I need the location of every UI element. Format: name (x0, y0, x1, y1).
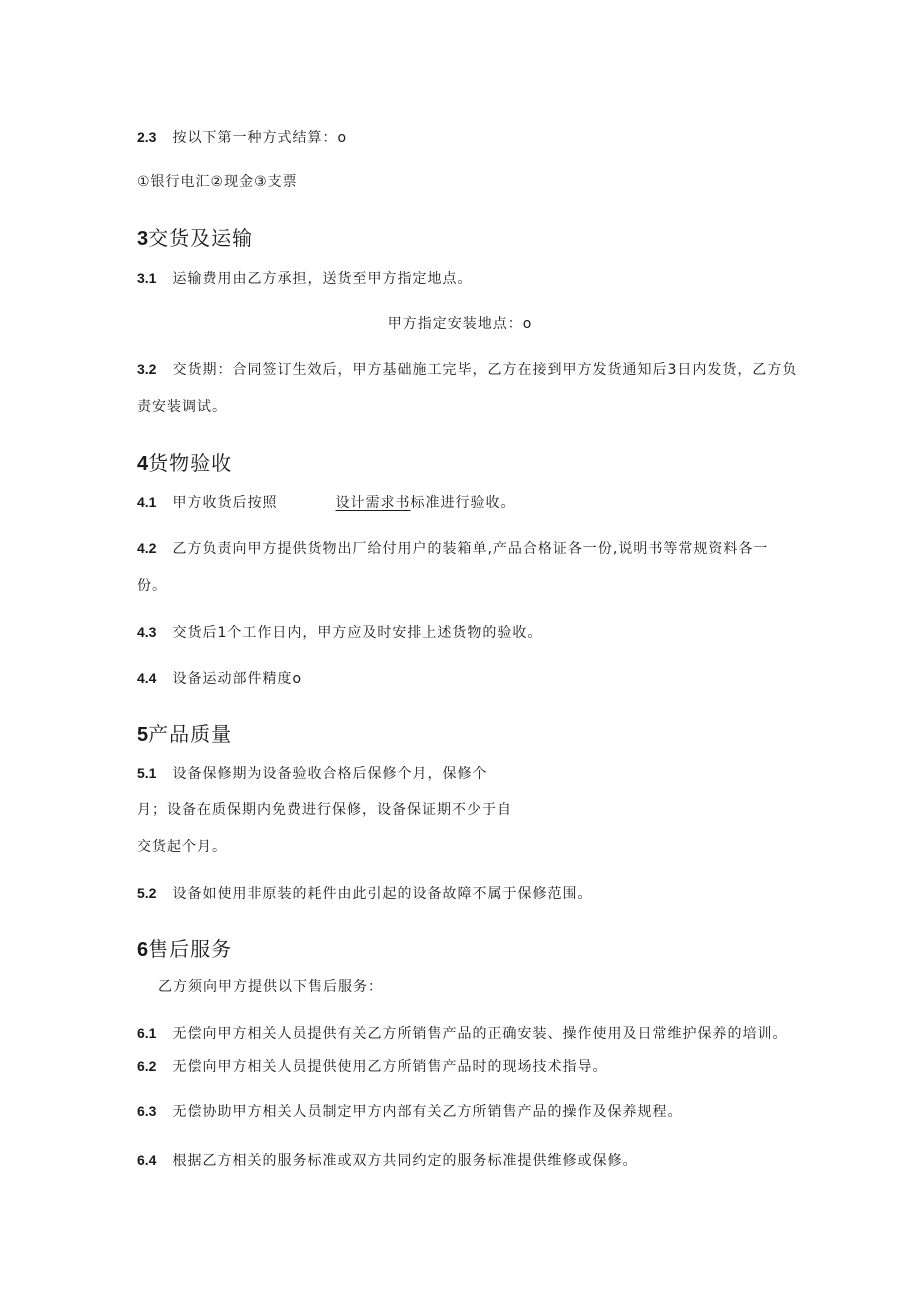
clause-6-4 (137, 1150, 637, 1171)
clause-text: 无偿向甲方相关人员提供有关乙方所销售产品的正确安装、操作使用及日常维护保养的培训。 (172, 1026, 788, 1042)
clause-5-2 (137, 883, 592, 904)
section-heading-3 (137, 225, 253, 252)
clause-text: 交货后1个工作日内，甲方应及时安排上述货物的验收。 (172, 625, 543, 641)
section-number: 3 (137, 228, 149, 250)
install-location: 甲方指定安装地点：o (387, 316, 533, 332)
clause-3-2-continued: 责安装调试。 (137, 399, 227, 415)
after-sales-intro: 乙方须向甲方提供以下售后服务： (158, 979, 383, 995)
clause-text: 无偿向甲方相关人员提供使用乙方所销售产品时的现场技术指导。 (172, 1059, 608, 1075)
clause-number: 5.2 (137, 885, 157, 901)
section-heading-4 (137, 450, 232, 477)
clause-5-1 (137, 763, 487, 784)
section-heading-5 (137, 721, 232, 748)
clause-number: 3.1 (137, 270, 157, 286)
section-title: 产品质量 (148, 722, 233, 746)
clause-4-3 (137, 622, 542, 643)
clause-text: 无偿协助甲方相关人员制定甲方内部有关乙方所销售产品的操作及保养规程。 (172, 1104, 683, 1120)
section-number: 5 (137, 724, 149, 746)
clause-number: 5.1 (137, 765, 157, 781)
clause-text: 运输费用由乙方承担，送货至甲方指定地点。 (172, 271, 473, 287)
clause-text: 交货期：合同签订生效后，甲方基础施工完毕，乙方在接到甲方发货通知后3日内发货，乙方负 (172, 362, 798, 378)
section-title: 货物验收 (148, 451, 233, 475)
clause-text: 根据乙方相关的服务标准或双方共同约定的服务标准提供维修或保修。 (172, 1153, 638, 1169)
clause-text-pre: 甲方收货后按照 (172, 495, 278, 511)
clause-number: 3.2 (137, 361, 157, 377)
clause-2-3 (137, 127, 347, 148)
section-title: 售后服务 (148, 937, 233, 961)
clause-4-2-continued: 份。 (137, 578, 167, 594)
clause-number: 6.4 (137, 1152, 157, 1168)
clause-5-1-line-2: 月；设备在质保期内免费进行保修，设备保证期不少于自 (137, 802, 512, 818)
clause-6-3 (137, 1101, 682, 1122)
clause-5-1-line-3: 交货起个月。 (137, 839, 227, 855)
clause-number: 4.3 (137, 624, 157, 640)
clause-number: 6.3 (137, 1103, 157, 1119)
clause-text: 设备如使用非原装的耗件由此引起的设备故障不属于保修范围。 (172, 886, 593, 902)
section-number: 4 (137, 453, 149, 475)
payment-options: ①银行电汇②现金③支票 (137, 174, 298, 190)
clause-text: 按以下第一种方式结算：o (172, 130, 348, 146)
design-spec-reference: 设计需求书 (335, 495, 411, 511)
clause-number: 2.3 (137, 129, 157, 145)
clause-4-2 (137, 538, 768, 559)
clause-number: 6.1 (137, 1025, 157, 1041)
clause-text: 设备运动部件精度o (172, 671, 303, 687)
section-number: 6 (137, 939, 149, 961)
clause-6-2 (137, 1056, 607, 1077)
clause-3-2 (137, 359, 797, 380)
clause-text-post: 标准进行验收。 (410, 495, 516, 511)
clause-4-1 (137, 492, 515, 513)
clause-number: 6.2 (137, 1058, 157, 1074)
section-heading-6 (137, 936, 232, 963)
clause-text: 设备保修期为设备验收合格后保修个月，保修个 (172, 766, 488, 782)
clause-6-1 (137, 1023, 787, 1044)
clause-text: 乙方负责向甲方提供货物出厂给付用户的装箱单,产品合格证各一份,说明书等常规资料各一 (172, 541, 769, 557)
clause-4-4 (137, 668, 302, 689)
clause-3-1 (137, 268, 472, 289)
clause-number: 4.2 (137, 540, 157, 556)
clause-number: 4.1 (137, 494, 157, 510)
clause-number: 4.4 (137, 670, 157, 686)
section-title: 交货及运输 (148, 226, 254, 250)
